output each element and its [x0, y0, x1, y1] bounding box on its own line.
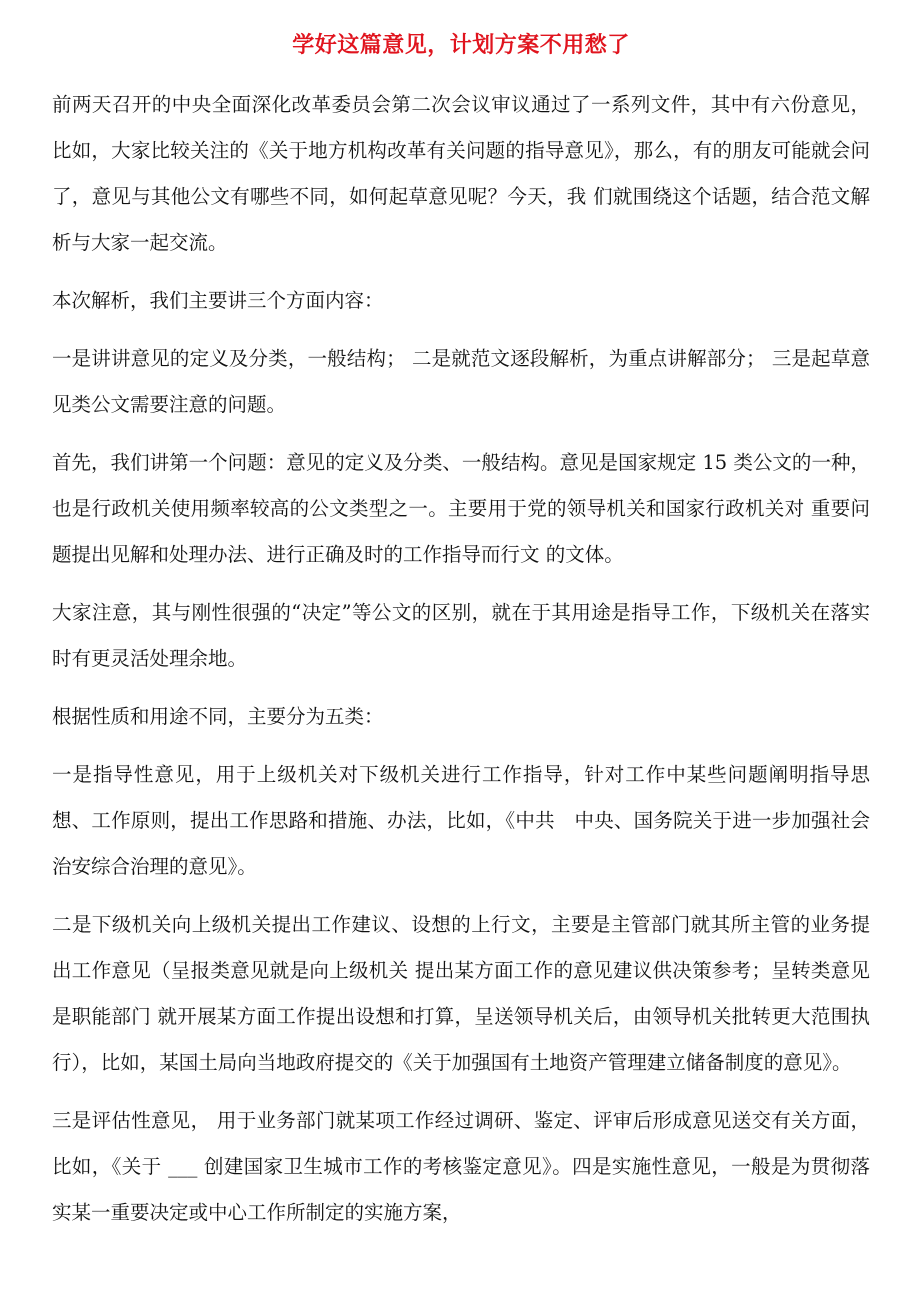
paragraph-category-3-4: 三是评估性意见， 用于业务部门就某项工作经过调研、鉴定、评审后形成意见送交有关方面，比如，《关于 ___ 创建国家卫生城市工作的考核鉴定意见》。四是实施性意见，一般是为贯彻落实某一重要决定或中心工作所制定的实施方案， [52, 1109, 870, 1224]
paragraph-category-2: 二是下级机关向上级机关提出工作建议、设想的上行文，主要是主管部门就其所主管的业务提出工作意见（呈报类意见就是向上级机关 提出某方面工作的意见建议供决策参考；呈转类意见是职能部门 就开展某方面工作提出设想和打算，呈送领导机关后，由领导机关批转更大范围执行），比如，某国土局向当地政府提交的《关于加强国有土地资产管理建立储备制度的意见》。 [52, 913, 870, 1074]
paragraph-outline: 本次解析，我们主要讲三个方面内容： [52, 289, 384, 312]
paragraph-definition: 首先，我们讲第一个问题：意见的定义及分类、一般结构。意见是国家规定 15 类公文的一种，也是行政机关使用频率较高的公文类型之一。主要用于党的领导机关和国家行政机关对 重要问题提出见解和处理办法、进行正确及时的工作指导而行文 的文体。 [52, 451, 870, 566]
paragraph-category-1: 一是指导性意见，用于上级机关对下级机关进行工作指导，针对工作中某些问题阐明指导思想、工作原则，提出工作思路和措施、办法，比如，《中共 中央、国务院关于进一步加强社会治安综合治理的意见》。 [52, 763, 870, 878]
paragraph-categories: 根据性质和用途不同，主要分为五类： [52, 705, 384, 728]
paragraph-three-parts: 一是讲讲意见的定义及分类，一般结构； 二是就范文逐段解析，为重点讲解部分； 三是起草意见类公文需要注意的问题。 [52, 347, 870, 416]
document-page [52, 28, 870, 1248]
paragraph-difference: 大家注意，其与刚性很强的“决定”等公文的区别，就在于其用途是指导工作，下级机关在落实时有更灵活处理余地。 [52, 601, 870, 670]
document-title: 学好这篇意见，计划方案不用愁了 [292, 33, 630, 58]
paragraph-intro: 前两天召开的中央全面深化改革委员会第二次会议审议通过了一系列文件，其中有六份意见，比如，大家比较关注的《关于地方机构改革有关问题的指导意见》，那么，有的朋友可能就会问了，意见与其他公文有哪些不同，如何起草意见呢？今天，我 们就围绕这个话题，结合范文解析与大家一起交流。 [52, 93, 870, 254]
